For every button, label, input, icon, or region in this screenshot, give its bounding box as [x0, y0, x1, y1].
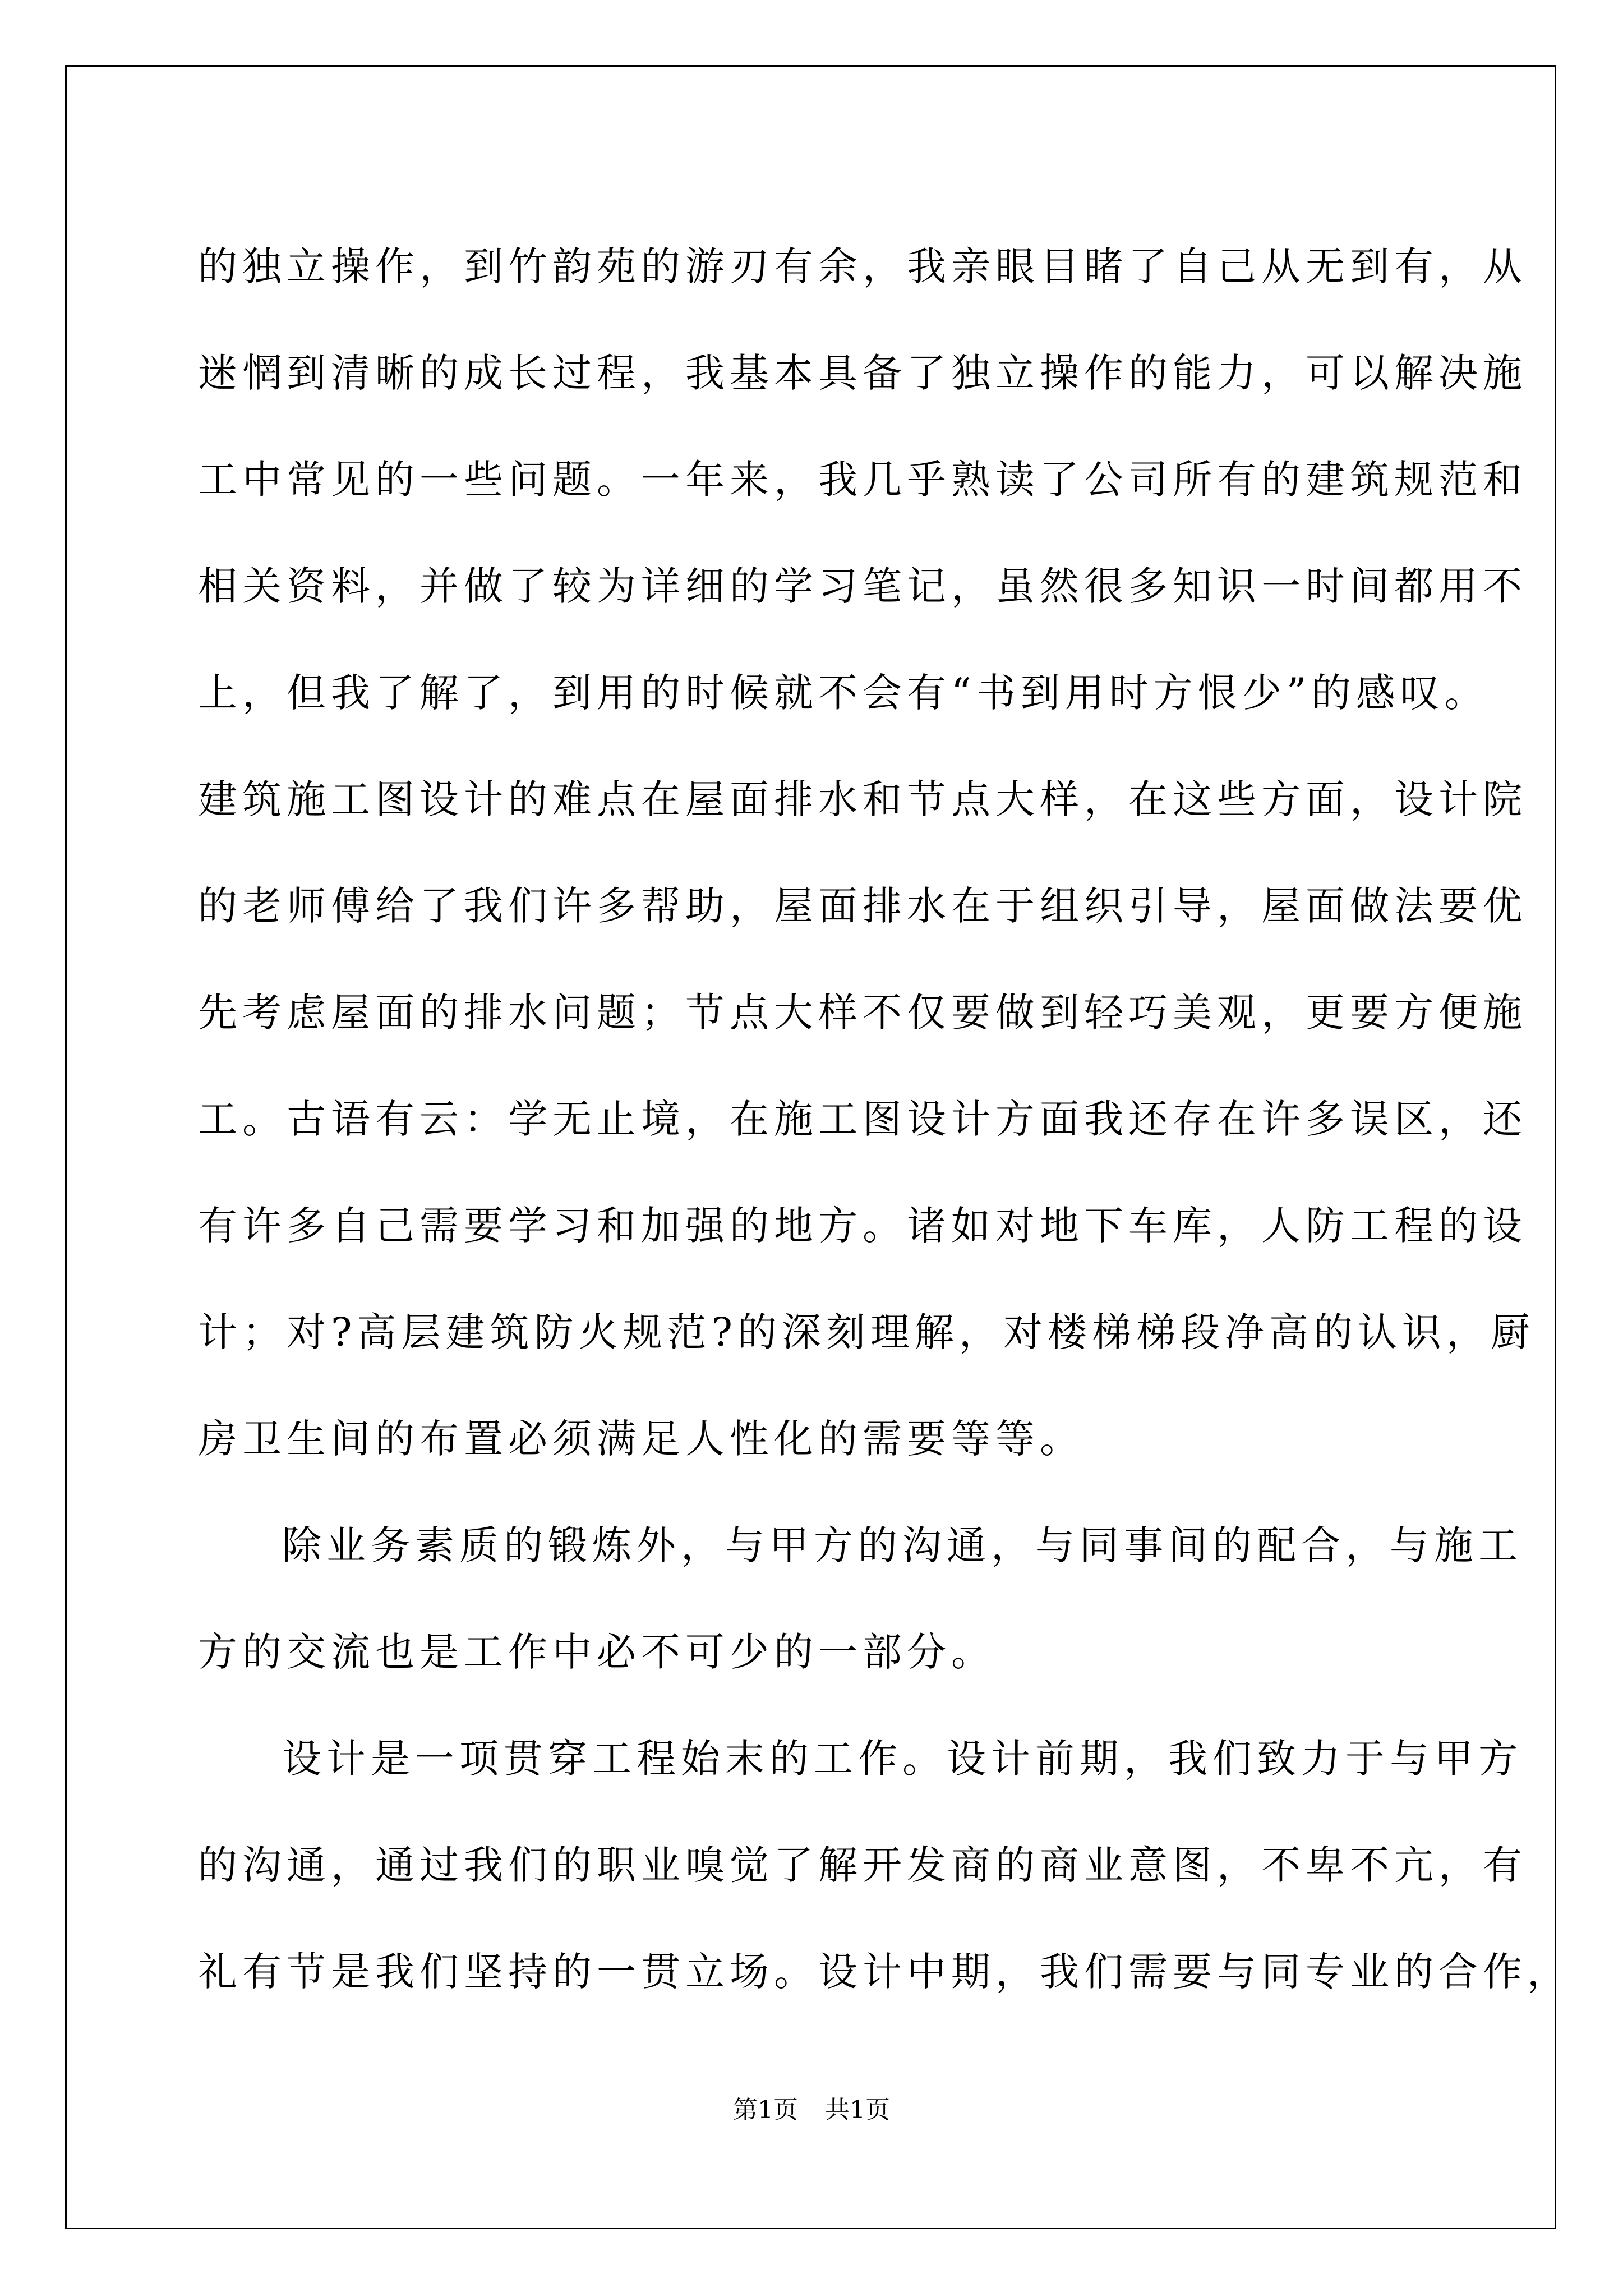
text-line: 房卫生间的布置必须满足人性化的需要等等。: [198, 1416, 1084, 1462]
text-line: 建筑施工图设计的难点在屋面排水和节点大样，在这些方面，设计院: [198, 776, 1527, 822]
text-line: 设计是一项贯穿工程始末的工作。设计前期，我们致力于与甲方: [282, 1736, 1523, 1782]
document-body: [198, 213, 1571, 2025]
text-line: 的老师傅给了我们许多帮助，屋面排水在于组织引导，屋面做法要优: [198, 883, 1527, 929]
page-number: 第1页: [733, 2096, 798, 2124]
text-line: 礼有节是我们坚持的一贯立场。设计中期，我们需要与同专业的合作，: [198, 1949, 1571, 1995]
text-line: 的沟通，通过我们的职业嗅觉了解开发商的商业意图，不卑不亢，有: [198, 1842, 1527, 1888]
text-line: 工中常见的一些问题。一年来，我几乎熟读了公司所有的建筑规范和: [198, 457, 1527, 503]
page-footer: [0, 2093, 1623, 2127]
text-line: 方的交流也是工作中必不可少的一部分。: [198, 1629, 995, 1675]
text-line: 上，但我了解了，到用的时候就不会有“书到用时方恨少”的感叹。: [198, 670, 1489, 716]
page-total: 共1页: [825, 2096, 890, 2124]
text-line: 工。古语有云：学无止境，在施工图设计方面我还存在许多误区，还: [198, 1096, 1527, 1142]
text-line: 除业务素质的锻炼外，与甲方的沟通，与同事间的配合，与施工: [282, 1522, 1523, 1568]
text-line: 有许多自己需要学习和加强的地方。诸如对地下车库，人防工程的设: [198, 1203, 1527, 1249]
text-line: 迷惘到清晰的成长过程，我基本具备了独立操作的能力，可以解决施: [198, 350, 1527, 396]
text-line: 计；对?高层建筑防火规范?的深刻理解，对楼梯梯段净高的认识，厨: [198, 1309, 1536, 1355]
text-line: 先考虑屋面的排水问题；节点大样不仅要做到轻巧美观，更要方便施: [198, 990, 1527, 1036]
text-line: 相关资料，并做了较为详细的学习笔记，虽然很多知识一时间都用不: [198, 563, 1527, 609]
text-line: 的独立操作，到竹韵苑的游刃有余，我亲眼目睹了自己从无到有，从: [198, 243, 1527, 289]
